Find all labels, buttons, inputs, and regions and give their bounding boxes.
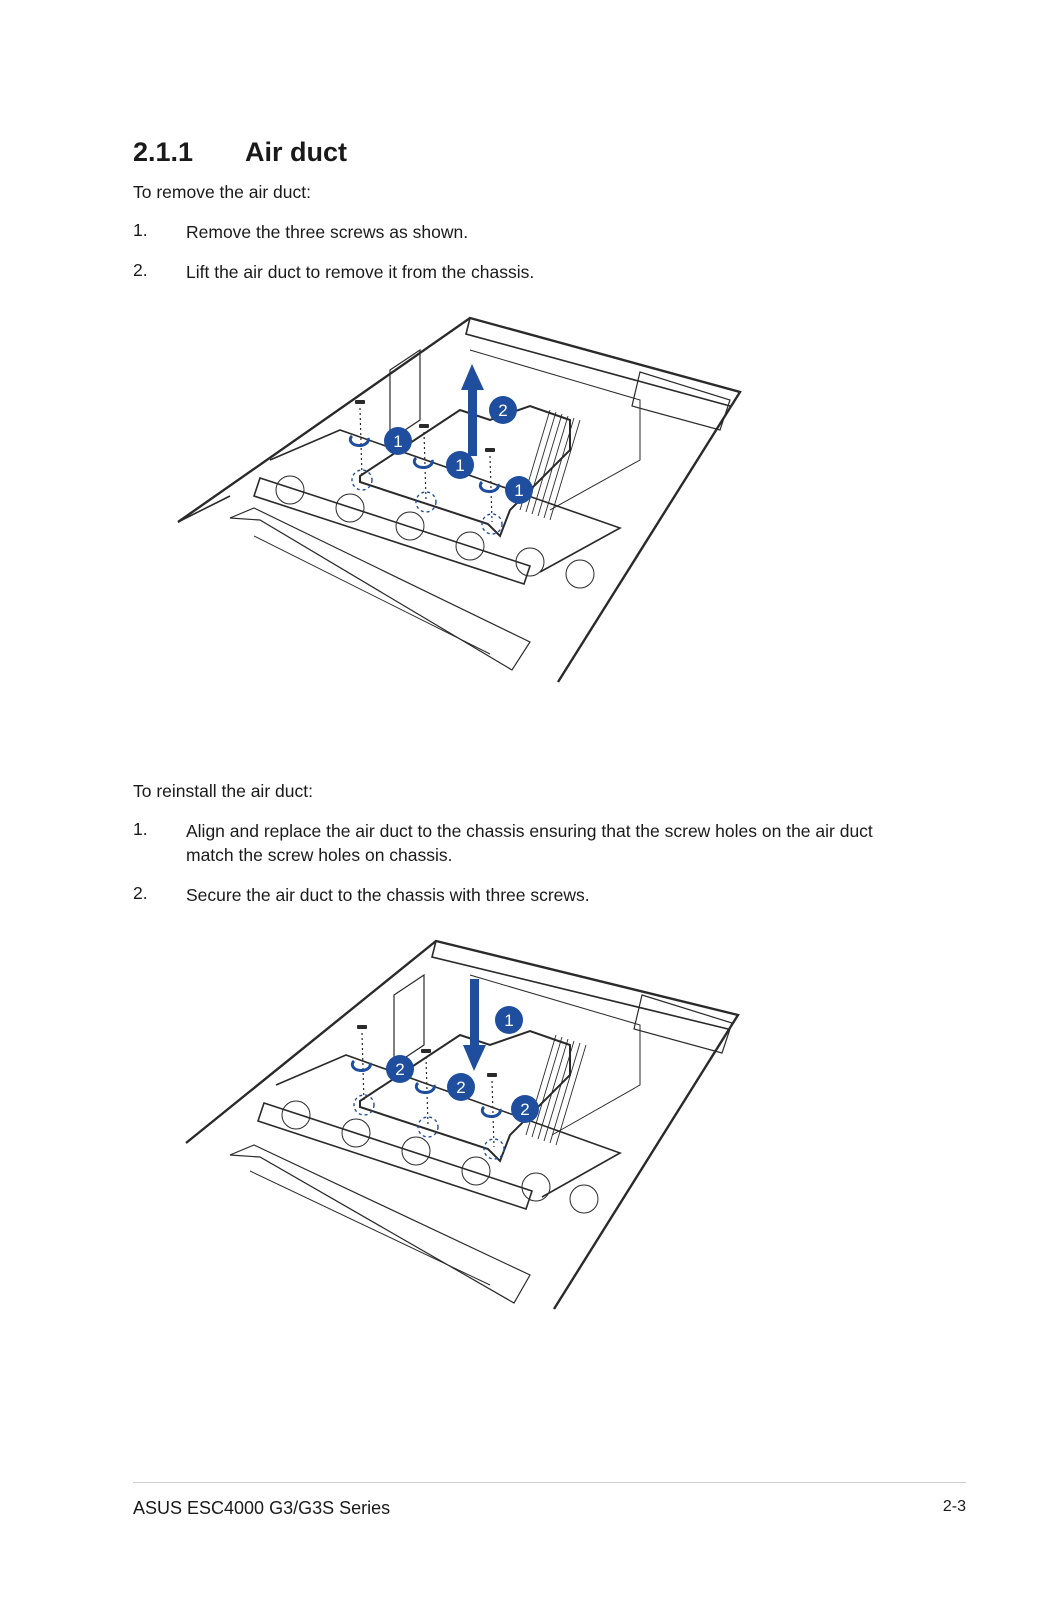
callout-1c: [505, 476, 533, 504]
remove-step-1-text: Remove the three screws as shown.: [186, 222, 469, 242]
reinstall-step-1-text: Align and replace the air duct to the chassis ensuring that the screw holes on the air duct match the screw holes on chassis.: [186, 821, 873, 865]
air-duct-reinstall-illustration: [180, 935, 745, 1320]
section-number: 2.1.1: [133, 137, 194, 167]
remove-step-2-text: Lift the air duct to remove it from the chassis.: [186, 262, 535, 282]
callout-1b: [446, 451, 474, 479]
callout-reinstall-2a: [386, 1055, 414, 1083]
reinstall-intro: To reinstall the air duct:: [133, 781, 313, 801]
reinstall-step-2-number: 2.: [133, 883, 148, 903]
air-duct-removal-illustration: [170, 310, 750, 690]
callout-1a-label: 1: [393, 432, 403, 451]
footer-product-name: ASUS ESC4000 G3/G3S Series: [133, 1498, 391, 1518]
remove-intro: To remove the air duct:: [133, 182, 311, 202]
remove-step-1-number: 1.: [133, 220, 148, 240]
footer-page-number: 2-3: [942, 1498, 966, 1515]
section-title: Air duct: [245, 137, 348, 167]
reinstall-step-2-text: Secure the air duct to the chassis with three screws.: [186, 885, 590, 905]
callout-2-label: 2: [498, 401, 508, 420]
callout-1b-label: 1: [455, 456, 465, 475]
callout-reinstall-1: [495, 1006, 523, 1034]
callout-reinstall-2a-label: 2: [395, 1060, 405, 1079]
callout-2: [489, 396, 517, 424]
reinstall-step-1-number: 1.: [133, 819, 148, 839]
callout-reinstall-2b-label: 2: [456, 1078, 466, 1097]
footer-divider: [133, 1482, 966, 1483]
remove-step-2-number: 2.: [133, 260, 148, 280]
callout-1c-label: 1: [514, 481, 524, 500]
callout-reinstall-2b: [447, 1073, 475, 1101]
callout-reinstall-2c: [511, 1095, 539, 1123]
callout-reinstall-2c-label: 2: [520, 1100, 530, 1119]
callout-1a: [384, 427, 412, 455]
callout-reinstall-1-label: 1: [504, 1011, 514, 1030]
